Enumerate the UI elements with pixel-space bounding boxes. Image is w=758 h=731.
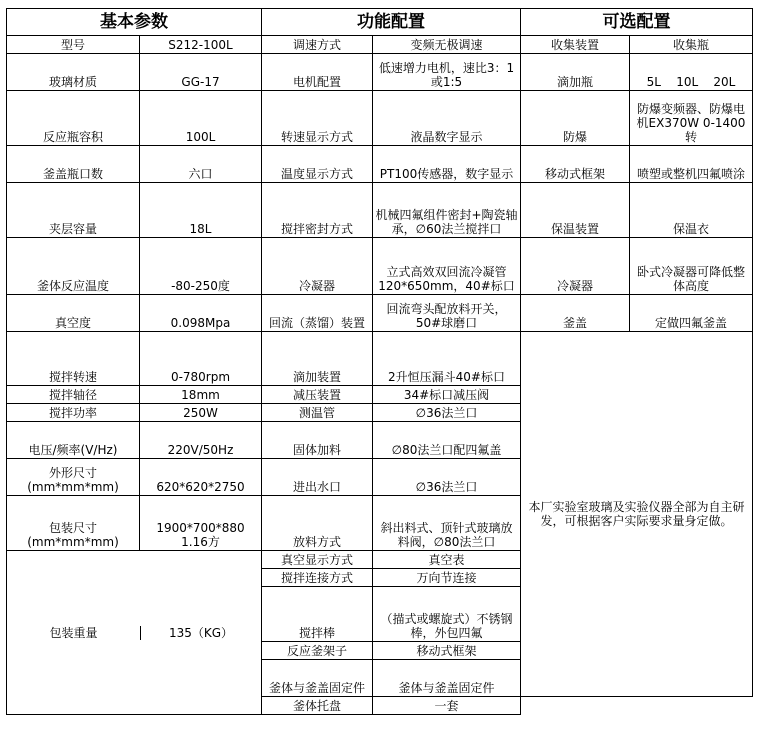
- basic-key: [7, 459, 140, 496]
- func-value: （描式或螺旋式）不锈钢棒，外包四氟: [373, 587, 521, 642]
- opt-value: 喷塑或整机四氟喷涂: [630, 146, 753, 183]
- basic-value: 220V/50Hz: [140, 422, 262, 459]
- func-key: 搅拌棒: [262, 587, 373, 642]
- func-value: 移动式框架: [373, 642, 521, 660]
- basic-value: 0.098Mpa: [140, 295, 262, 332]
- basic-key: 搅拌功率: [7, 404, 140, 422]
- func-key: 搅拌连接方式: [262, 569, 373, 587]
- func-value: 变频无极调速: [373, 36, 521, 54]
- opt-key: 移动式框架: [521, 146, 630, 183]
- func-key: 回流（蒸馏）装置: [262, 295, 373, 332]
- basic-key: 搅拌轴径: [7, 386, 140, 404]
- func-key: 调速方式: [262, 36, 373, 54]
- basic-key: 玻璃材质: [7, 54, 140, 91]
- opt-key: 收集装置: [521, 36, 630, 54]
- func-value: 低速增力电机，速比3：1或1:5: [373, 54, 521, 91]
- company-note: 本厂实验室玻璃及实验仪器全部为自主研发，可根据客户实际要求量身定做。: [521, 332, 753, 697]
- basic-value-line: 1900*700*880: [156, 521, 245, 535]
- func-value: PT100传感器，数字显示: [373, 146, 521, 183]
- basic-value: [140, 496, 262, 551]
- basic-value: 18L: [140, 183, 262, 238]
- basic-value: 250W: [140, 404, 262, 422]
- func-value: 机械四氟组件密封+陶瓷轴承，∅60法兰搅拌口: [373, 183, 521, 238]
- basic-key: 釜盖瓶口数: [7, 146, 140, 183]
- func-key: 釜体与釜盖固定件: [262, 660, 373, 697]
- func-key: 测温管: [262, 404, 373, 422]
- basic-key-line: 外形尺寸: [48, 466, 97, 480]
- func-value: 釜体与釜盖固定件: [373, 660, 521, 697]
- func-key: 放料方式: [262, 496, 373, 551]
- func-key: 转速显示方式: [262, 91, 373, 146]
- basic-key: [7, 496, 140, 551]
- opt-value: 防爆变频器、防爆电机EX370W 0-1400转: [630, 91, 753, 146]
- basic-key: 搅拌转速: [7, 332, 140, 386]
- func-value: 液晶数字显示: [373, 91, 521, 146]
- func-key: 进出水口: [262, 459, 373, 496]
- basic-key: 包装重量: [7, 626, 141, 640]
- basic-value: 135（KG）: [168, 625, 234, 640]
- header-optional-config: 可选配置: [521, 9, 753, 36]
- header-function-config: 功能配置: [262, 9, 521, 36]
- func-value: 一套: [373, 697, 521, 715]
- header-basic-params: 基本参数: [7, 9, 262, 36]
- func-key: 减压装置: [262, 386, 373, 404]
- func-value: 斜出料式、顶针式玻璃放料阀，∅80法兰口: [373, 496, 521, 551]
- basic-key-unit: (mm*mm*mm): [27, 480, 119, 494]
- basic-value: 0-780rpm: [140, 332, 262, 386]
- opt-key: 防爆: [521, 91, 630, 146]
- func-value: 立式高效双回流冷凝管120*650mm，40#标口: [373, 238, 521, 295]
- basic-key-unit: (mm*mm*mm): [27, 535, 119, 549]
- func-key: 真空显示方式: [262, 551, 373, 569]
- func-value: 2升恒压漏斗40#标口: [373, 332, 521, 386]
- basic-key: 真空度: [7, 295, 140, 332]
- basic-value: 620*620*2750: [140, 459, 262, 496]
- basic-value: 100L: [140, 91, 262, 146]
- func-key: 釜体托盘: [262, 697, 373, 715]
- func-key: 反应釜架子: [262, 642, 373, 660]
- func-key: 固体加料: [262, 422, 373, 459]
- func-value: ∅80法兰口配四氟盖: [373, 422, 521, 459]
- func-value: 34#标口减压阀: [373, 386, 521, 404]
- basic-value: S212-100L: [140, 36, 262, 54]
- func-value: ∅36法兰口: [373, 404, 521, 422]
- basic-key: 电压/频率(V/Hz): [7, 422, 140, 459]
- func-value: 真空表: [373, 551, 521, 569]
- opt-key: 冷凝器: [521, 238, 630, 295]
- func-value: 万向节连接: [373, 569, 521, 587]
- opt-value: 保温衣: [630, 183, 753, 238]
- opt-value: 卧式冷凝器可降低整体高度: [630, 238, 753, 295]
- func-key: 搅拌密封方式: [262, 183, 373, 238]
- opt-value: 收集瓶: [630, 36, 753, 54]
- opt-key: 滴加瓶: [521, 54, 630, 91]
- func-key: 滴加装置: [262, 332, 373, 386]
- basic-key: 夹层容量: [7, 183, 140, 238]
- basic-value: GG-17: [140, 54, 262, 91]
- basic-key-line: 包装尺寸: [48, 521, 97, 535]
- basic-value-line2: 1.16方: [181, 535, 220, 549]
- basic-key: 反应瓶容积: [7, 91, 140, 146]
- opt-value: 定做四氟釜盖: [630, 295, 753, 332]
- basic-merged: [7, 551, 262, 715]
- basic-value: 18mm: [140, 386, 262, 404]
- opt-key: 釜盖: [521, 295, 630, 332]
- opt-value: 5L 10L 20L: [630, 54, 753, 91]
- func-value: 回流弯头配放料开关，50#球磨口: [373, 295, 521, 332]
- opt-key: 保温装置: [521, 183, 630, 238]
- func-key: 冷凝器: [262, 238, 373, 295]
- basic-value: 六口: [140, 146, 262, 183]
- spec-table: [6, 8, 753, 715]
- func-key: 电机配置: [262, 54, 373, 91]
- basic-key: 釜体反应温度: [7, 238, 140, 295]
- basic-value: -80-250度: [140, 238, 262, 295]
- func-key: 温度显示方式: [262, 146, 373, 183]
- func-value: ∅36法兰口: [373, 459, 521, 496]
- basic-key: 型号: [7, 36, 140, 54]
